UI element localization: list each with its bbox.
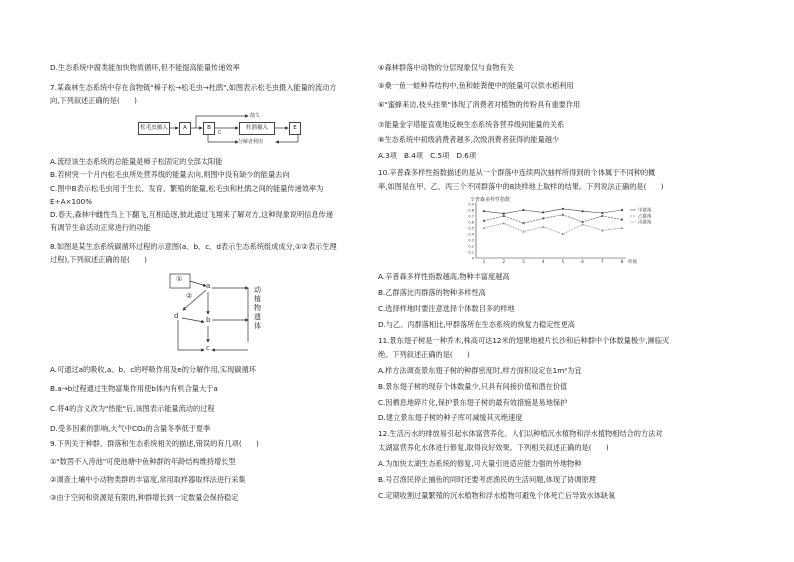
data-point: [503, 215, 505, 217]
fig7-b-box: B: [203, 122, 215, 135]
fig7-caterpillar-box: 松毛虫摄入: [138, 122, 170, 135]
data-point: [522, 230, 524, 232]
legend-label: 甲群落: [638, 208, 652, 214]
data-point: [483, 210, 485, 212]
x-tick-label: 6: [581, 259, 584, 264]
option-8a: A.可通过a的吸收,a、b、c的呼吸作用及e的分解作用,实现碳循环: [50, 365, 256, 374]
y-tick-label: 0.7: [468, 214, 474, 219]
fig7-c-label: C: [218, 130, 222, 136]
option-10b: B.乙群落比丙群落的物种多样性高: [378, 288, 486, 297]
option-8b: B.a→b过程通过生物富集作用使b体内有机合量大于a: [50, 384, 218, 393]
statement-9-8: ⑧生态系统中初级消费者越多,次级消费者获得的能量越少: [378, 135, 560, 144]
fig8-node-a: a: [206, 282, 211, 290]
x-tick-label: 7: [601, 259, 604, 264]
data-point: [582, 221, 584, 223]
text-line: 向,下列叙述正确的是( ): [50, 96, 137, 105]
fig7-e-box: E: [289, 122, 301, 135]
y-tick-label: 0.6: [468, 220, 474, 225]
fig8-side-label: 动植物遗体: [254, 286, 261, 330]
text-line: 绝。下列叙述正确的是( ): [378, 350, 470, 359]
data-point: [562, 208, 564, 210]
option-11c: C.因栖息地碎片化,保护景东翅子树的最有效措施是易地保护: [378, 398, 568, 407]
option-8c: C.将4的含义改为"热能"后,该图表示能量流动的过程: [50, 404, 215, 413]
y-tick-label: 0: [471, 256, 474, 261]
option-7b: B.若树突一个月内松毛虫所处营养级的能量去向,则图中没有缺少的能量去向: [50, 170, 290, 179]
statement-9-3: ③由于空间和资源是有限的,种群增长到一定数量会保持稳定: [50, 493, 239, 502]
option-11d: D.建立景东翅子树的种子库可减缓其灭绝速度: [378, 413, 523, 422]
data-point: [542, 211, 544, 213]
text-line: D.生态系统中腐类能加快物质循环,但不能提高能量传递效率: [50, 63, 240, 72]
data-point: [601, 212, 603, 214]
data-point: [562, 214, 564, 216]
statement-9-7: ⑦能量金字塔能直观地反映生态系统各营养级间能量的关系: [378, 120, 565, 129]
option-10a: A.辛普森多样性指数越高,物种丰富度越高: [378, 272, 510, 281]
figure-8-carbon-cycle: [168, 272, 278, 360]
data-point: [601, 215, 603, 217]
fig8-node-d: d: [174, 312, 179, 320]
fig8-circle-1: ①: [176, 275, 183, 283]
data-point: [542, 226, 544, 228]
question-12-stem: 12.生活污水的排放易引起水体富营养化。人们以种植沉水植物和浮水植物相结合的方法对: [378, 429, 663, 438]
statement-9-5: ⑤桑一鱼一蛙种养结构中,鱼和蛙粪便中的能量可以供水稻利用: [378, 81, 574, 90]
statement-9-6: ⑥"蜜蜂来访,枝头挂果"体现了消费者对植物的传粉具有重要作用: [378, 100, 581, 109]
y-tick-label: 0.3: [468, 238, 474, 243]
data-point: [483, 227, 485, 229]
x-tick-label: 1: [482, 259, 486, 264]
option-10c: C.选择样地时要注意选择个体数目多的样地: [378, 304, 515, 313]
text-line: 太湖富营养化水体进行修复,取得良好效果。下列相关叙述正确的是( ): [378, 443, 609, 452]
data-point: [581, 223, 583, 225]
x-axis-label: 样地: [628, 260, 637, 265]
fig8-node-b: b: [206, 316, 211, 324]
option-10d: D.与乙、丙群落相比,甲群落所在生态系统的恢复力稳定性更高: [378, 320, 575, 329]
legend-label: 丙群落: [638, 220, 652, 226]
x-tick-label: 3: [522, 259, 525, 264]
option-12b: B.号召渔民停止捕鱼的同时还要考虑渔民的生活问题,体现了协调原理: [378, 475, 596, 484]
data-point: [621, 209, 623, 211]
statement-9-1: ①"数罟不入洿池"可使池塘中鱼种群的年龄结构维持增长型: [50, 457, 236, 466]
question-8-stem: 8.如图是某生态系统碳循环过程的示意图(a、b、c、d表示生态系统组成成分,①②表示生理: [50, 242, 337, 251]
text-line: E÷A×100%: [50, 197, 93, 206]
fig7-a-box: A: [179, 122, 191, 135]
fig7-cuckoo-box: 杜鹃摄入: [239, 122, 275, 135]
option-7d: D.春天,森林中雌性鸟上下翻飞,互相追逐,彼此通过飞翔来了解对方,这种现象说明信息传递: [50, 210, 333, 219]
y-tick-label: 0.9: [468, 202, 474, 207]
y-tick-label: 0.5: [468, 226, 474, 231]
data-point: [581, 210, 583, 212]
series-line-2: [484, 223, 622, 234]
option-7c: C.图中B表示松毛虫用于生长、发育、繁殖的能量,松毛虫和杜鹃之间的能量传递效率为: [50, 184, 324, 193]
fig7-dust-label: 散失: [250, 113, 261, 119]
fig8-node-c: c: [206, 344, 210, 352]
data-point: [542, 217, 544, 219]
text-line: 有调节生命活动正常进行的功能: [50, 223, 151, 232]
y-tick-label: 0.4: [468, 232, 474, 237]
data-point: [621, 219, 623, 221]
data-point: [503, 222, 505, 224]
question-10-stem: 10.辛普森多样性指数描述的是从一个群落中连续两次抽样所得到的个体属于不同种的概: [378, 168, 656, 177]
option-12a: A.为加快太湖生态系统的修复,可大量引进适应能力强的外地物种: [378, 459, 582, 468]
text-line: 过程),下列叙述正确的是( ): [50, 255, 147, 264]
statement-9-4: ④森林群落中动物的分层现象仅与食物有关: [378, 63, 514, 72]
y-tick-label: 0.8: [468, 208, 474, 213]
option-8d: D.受多因素的影响,大气中CO₂的含量冬季低于夏季: [50, 424, 211, 433]
data-point: [503, 213, 505, 215]
x-tick-label: 5: [561, 259, 565, 264]
fig7-decomposer-label: 分解者利用: [238, 139, 264, 145]
option-12c: C.定期收割过量繁殖的沉水植物和浮水植物可避免个体死亡后导致水体缺氧: [378, 491, 616, 500]
y-tick-label: 0.1: [468, 250, 474, 255]
question-11-stem: 11.景东翅子树是一种乔木,株高可达12米的翅果地被片长沙和后种群中个体数量极少,濒临灭: [378, 336, 670, 345]
option-11b: B.景东翅子树的现存个体数量少,只具有间接价值和潜在价值: [378, 382, 568, 391]
figure-10-chart: [458, 196, 678, 268]
y-tick-label: 0.2: [468, 244, 474, 249]
option-7a: A.流经该生态系统的总能量是樟子松固定的全部太阳能: [50, 157, 223, 166]
data-point: [522, 209, 524, 211]
option-11a: A.样方法调查景东翅子树的种群密度时,样方面积设定在1m²为宜: [378, 366, 582, 375]
chart-svg: [458, 196, 678, 268]
question-7-stem: 7.某森林生态系统中存在食物链"樟子松→松毛虫→杜鹃",如图表示松毛虫摄入能量的流动方: [50, 83, 337, 92]
statement-9-2: ②调查土壤中小动物类群的丰富度,常用取样器取样法进行采集: [50, 475, 246, 484]
x-tick-label: 4: [541, 259, 545, 264]
text-line: 率,如图是在甲、乙、丙三个不同群落中的8块样地上取样的结果。下列说法正确的是( ): [378, 182, 664, 191]
data-point: [483, 220, 485, 222]
fig8-circle-2: ②: [186, 292, 193, 300]
x-tick-label: 2: [502, 259, 505, 264]
chart-ylabel: 辛普森多样性指数: [470, 197, 511, 203]
x-tick-label: 8: [620, 259, 624, 264]
question-9-stem: 9.下列关于种群、群落和生态系统相关的描述,错误的有几项( ): [50, 439, 259, 448]
data-point: [522, 222, 524, 224]
options-9: A.3项 B.4项 C.5项 D.6项: [378, 151, 477, 160]
legend-label: 乙群落: [638, 214, 652, 220]
figure-7-energy-flow: [138, 110, 338, 150]
data-point: [562, 233, 564, 235]
